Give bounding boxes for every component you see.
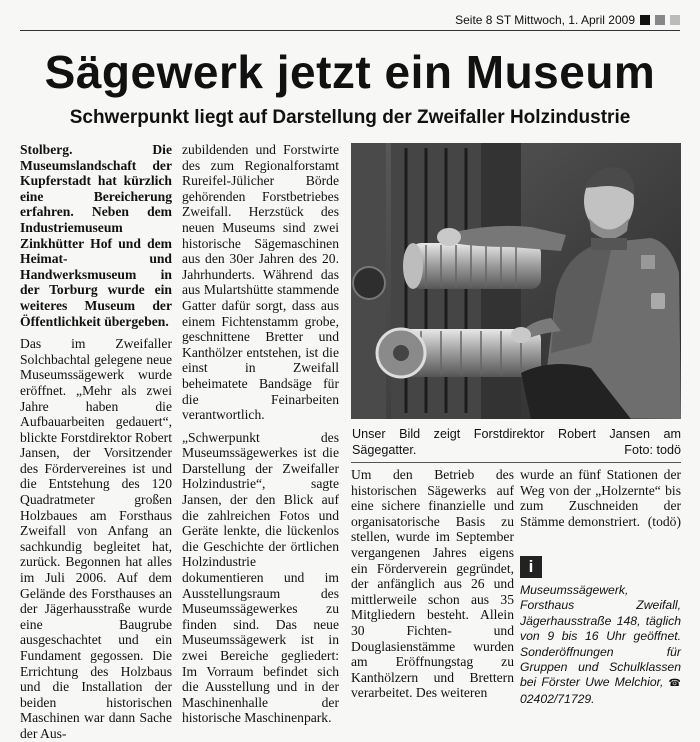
lead-paragraph: Stolberg. Die Museumslandschaft der Kupferstadt hat kürzlich eine Bereicherung erfahren. Neben dem Industriemuseum Zinkhütter Hof und dem Heimat- und Handwerksmuseum in der Torburg wurde ein weiteres Museum der Öffentlichkeit übergeben. [20, 142, 172, 329]
header-square-mid [655, 15, 665, 25]
body-paragraph: „Schwerpunkt des Museumssägewerkes ist die Darstellung der Zweifaller Holzindustrie“, sagte Jansen, der den Blick auf die zahlreichen Fotos und Geräte lenkte, die lückenlos die Geschichte der örtlichen Holzindustrie dokumentieren und im Ausstellungsraum des Museumssägewerkes zu finden sind. Das neue Museumssägewerk ist in zwei Bereiche gegliedert: Im Vorraum befindet sich die Ausstellung und in der Maschinenhalle der historische Maschinenpark. [182, 429, 339, 726]
subheadline: Schwerpunkt liegt auf Darstellung der Zweifaller Holzindustrie [69, 107, 631, 128]
body-text: wurde an fünf Stationen der Weg von der „Holzernte“ bis zum Zuschneiden der Stämme demonstriert. [520, 467, 681, 529]
info-text: Museumssägewerk, Forsthaus Zweifall, Jägerhausstraße 148, täglich von 9 bis 16 Uhr geöffnet. Sonderöffnungen für Gruppen und Schulklassen bei Förster Uwe Melchior, [520, 583, 681, 690]
header-square-dark [640, 15, 650, 25]
info-box [520, 583, 681, 707]
article-column-4 [520, 467, 681, 529]
page-header [455, 12, 680, 28]
phone-icon: ☎ [668, 678, 682, 690]
article-photo [351, 143, 681, 419]
caption-rule [351, 462, 681, 463]
header-square-light [670, 15, 680, 25]
photo-caption [352, 426, 681, 458]
photo-credit: Foto: todö [624, 443, 681, 457]
body-paragraph: zubildenden und Forstwirte des zum Regionalforstamt Rureifel-Jülicher Börde gehörenden Forstbetriebes Zweifall. Herzstück des neuen Museums sind zwei historische Sägemaschinen aus den 30er Jahren des 20. Jahrhunderts. Während das aus Mulartshütte stammende Gatter dafür sorgt, dass aus einem Fichtenstamm grobe, geschnittene Bretter und Kanthölzer entstehen, ist die einst in Zweifall beheimatete Bandsäge für die Feinarbeiten verantwortlich. [182, 142, 339, 423]
sawmill-photo-illustration [351, 143, 681, 419]
info-icon: i [520, 556, 542, 578]
article-column-1 [20, 142, 172, 742]
article-column-3 [351, 467, 514, 701]
info-phone: 02402/71729. [520, 691, 595, 706]
headline: Sägewerk jetzt ein Museum [44, 46, 656, 98]
caption-line-1: Unser Bild zeigt Forstdirektor Robert Jansen am [352, 427, 681, 441]
caption-line-2: Sägegatter. [352, 443, 417, 457]
body-paragraph [520, 467, 681, 529]
page-info: Seite 8 ST Mittwoch, 1. April 2009 [455, 13, 635, 27]
byline: (todö) [647, 513, 681, 529]
article-column-2 [182, 142, 339, 726]
body-paragraph: Um den Betrieb des historischen Sägewerks auf eine sichere finanzielle und organisatorische Basis zu stellen, wurde im September vergangenen Jahres eigens ein Förderverein gegründet, der anfänglich aus 26 und mittlerweile schon aus 35 Mitgliedern besteht. Allein 30 Fichten- und Douglasienstämme wurden am Eröffnungstag zu Kanthölzern und Brettern verarbeitet. Des weiteren [351, 467, 514, 701]
body-paragraph: Das im Zweifaller Solchbachtal gelegene neue Museumssägewerk wurde eröffnet. „Mehr als zwei Jahre haben die Aufbauarbeiten gedauert“, blickte Forstdirektor Robert Jansen, der Vorsitzender des Fördervereines ist und die Entstehung des 120 Quadratmeter großen Holzbaues am Forsthaus Zweifall von Anfang an sachkundig begleitet hat, zurück. Begonnen hat alles im Juli 2006. Auf dem Gelände des Forsthauses an der Jägerhausstraße wurde eine Baugrube ausgeschachtet und ein Fundament gegossen. Die Errichtung des Holzbaus und die Installation der beiden historischen Maschinen war dann Sache der Aus- [20, 336, 172, 741]
header-rule [20, 30, 680, 31]
